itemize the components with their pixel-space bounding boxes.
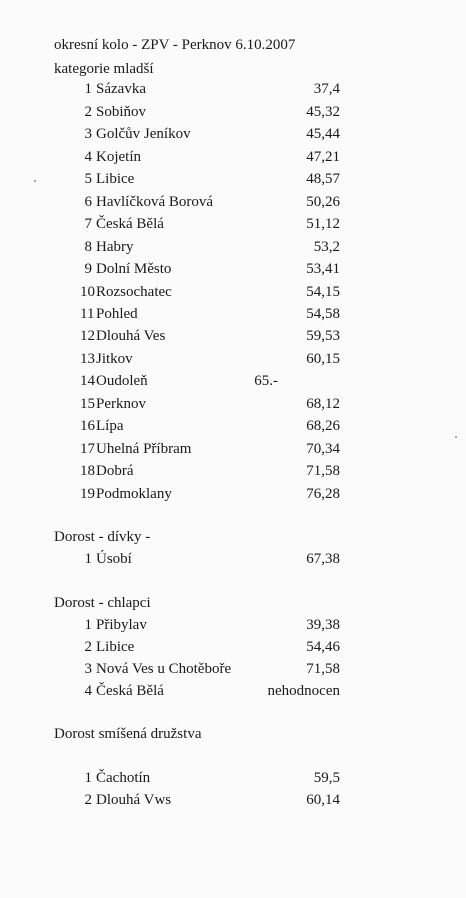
result-row (80, 238, 340, 256)
scan-speck (455, 436, 457, 438)
rank: 7 (84, 216, 92, 232)
team-name: Havlíčková Borová (96, 194, 214, 210)
result-row (80, 769, 340, 787)
result-time: 65.- (254, 373, 278, 389)
rank: 4 (84, 149, 92, 165)
result-time: 71,58 (306, 661, 340, 677)
rank: 8 (84, 239, 92, 255)
result-row (80, 462, 340, 480)
result-time: 47,21 (306, 149, 340, 165)
result-row (80, 440, 340, 458)
team-name: Kojetín (96, 149, 141, 165)
team-name: Nová Ves u Chotěboře (96, 661, 232, 677)
rank: 1 (84, 770, 92, 786)
rank: 14 (80, 373, 95, 389)
rank: 4 (84, 683, 92, 699)
section-heading: Dorost - dívky - (54, 529, 151, 545)
rank: 1 (84, 81, 92, 97)
rank: 3 (84, 661, 92, 677)
result-row (80, 372, 340, 390)
team-name: Úsobí (96, 551, 132, 567)
rank: 3 (84, 126, 92, 142)
section-heading: Dorost - chlapci (54, 595, 151, 611)
result-time: 39,38 (306, 617, 340, 633)
team-name: Sázavka (96, 81, 146, 97)
section-heading: kategorie mladší (54, 61, 154, 77)
rank: 2 (84, 792, 92, 808)
result-time: 54,46 (306, 639, 340, 655)
result-row (80, 170, 340, 188)
result-row (80, 638, 340, 656)
rank: 11 (80, 306, 95, 322)
rank: 15 (80, 396, 95, 412)
result-row (80, 193, 340, 211)
result-time: 70,34 (306, 441, 340, 457)
team-name: Dlouhá Ves (96, 328, 166, 344)
result-time: 50,26 (306, 194, 340, 210)
result-time: 54,15 (306, 284, 340, 300)
rank: 19 (80, 486, 95, 502)
result-row (80, 682, 340, 700)
team-name: Sobiňov (96, 104, 147, 120)
result-time: 60,15 (306, 351, 340, 367)
result-time: 71,58 (306, 463, 340, 479)
team-name: Přibylav (96, 617, 147, 633)
result-row (80, 125, 340, 143)
team-name: Lípa (96, 418, 124, 434)
rank: 12 (80, 328, 95, 344)
team-name: Podmoklany (96, 486, 172, 502)
result-row (80, 283, 340, 301)
result-row (80, 550, 340, 568)
team-name: Uhelná Příbram (96, 441, 192, 457)
result-row (80, 616, 340, 634)
result-row (80, 260, 340, 278)
team-name: Česká Bělá (96, 683, 164, 699)
result-time: 53,2 (313, 239, 340, 255)
result-row (80, 148, 340, 166)
result-time: 68,12 (306, 396, 340, 412)
result-row (80, 485, 340, 503)
team-name: Perknov (96, 396, 146, 412)
result-time: 60,14 (306, 792, 340, 808)
result-row (80, 395, 340, 413)
rank: 1 (84, 551, 92, 567)
team-name: Dobrá (96, 463, 134, 479)
rank: 5 (84, 171, 92, 187)
scan-speck (34, 180, 36, 182)
team-name: Dolní Město (96, 261, 172, 277)
team-name: Libice (96, 639, 135, 655)
team-name: Čachotín (96, 770, 151, 786)
team-name: Pohled (96, 306, 138, 322)
rank: 18 (80, 463, 95, 479)
result-row (80, 305, 340, 323)
result-row (80, 660, 340, 678)
team-name: Libice (96, 171, 135, 187)
rank: 16 (80, 418, 95, 434)
result-row (80, 350, 340, 368)
result-row (80, 791, 340, 809)
result-row (80, 215, 340, 233)
result-row (80, 103, 340, 121)
rank: 2 (84, 639, 92, 655)
rank: 17 (80, 441, 95, 457)
result-time: 76,28 (306, 486, 340, 502)
result-time: 48,57 (306, 171, 340, 187)
team-name: Habry (96, 239, 134, 255)
result-time: 51,12 (306, 216, 340, 232)
result-time: 59,5 (313, 770, 340, 786)
team-name: Rozsochatec (96, 284, 172, 300)
team-name: Dlouhá Vws (96, 792, 172, 808)
result-row (80, 417, 340, 435)
result-row (80, 327, 340, 345)
result-time: 53,41 (306, 261, 340, 277)
result-time: 37,4 (313, 81, 340, 97)
team-name: Jitkov (96, 351, 133, 367)
rank: 2 (84, 104, 92, 120)
result-time: 59,53 (306, 328, 340, 344)
rank: 13 (80, 351, 95, 367)
team-name: Česká Bělá (96, 216, 164, 232)
section-heading: Dorost smíšená družstva (54, 726, 202, 742)
result-time: nehodnocen (267, 683, 340, 699)
rank: 9 (84, 261, 92, 277)
result-time: 45,44 (306, 126, 340, 142)
rank: 1 (84, 617, 92, 633)
result-time: 68,26 (306, 418, 340, 434)
rank: 6 (84, 194, 92, 210)
team-name: Golčův Jeníkov (96, 126, 191, 142)
result-time: 67,38 (306, 551, 340, 567)
document-title: okresní kolo - ZPV - Perknov 6.10.2007 (54, 37, 296, 53)
result-time: 54,58 (306, 306, 340, 322)
result-row (80, 80, 340, 98)
rank: 10 (80, 284, 95, 300)
team-name: Oudoleň (96, 373, 148, 389)
result-time: 45,32 (306, 104, 340, 120)
